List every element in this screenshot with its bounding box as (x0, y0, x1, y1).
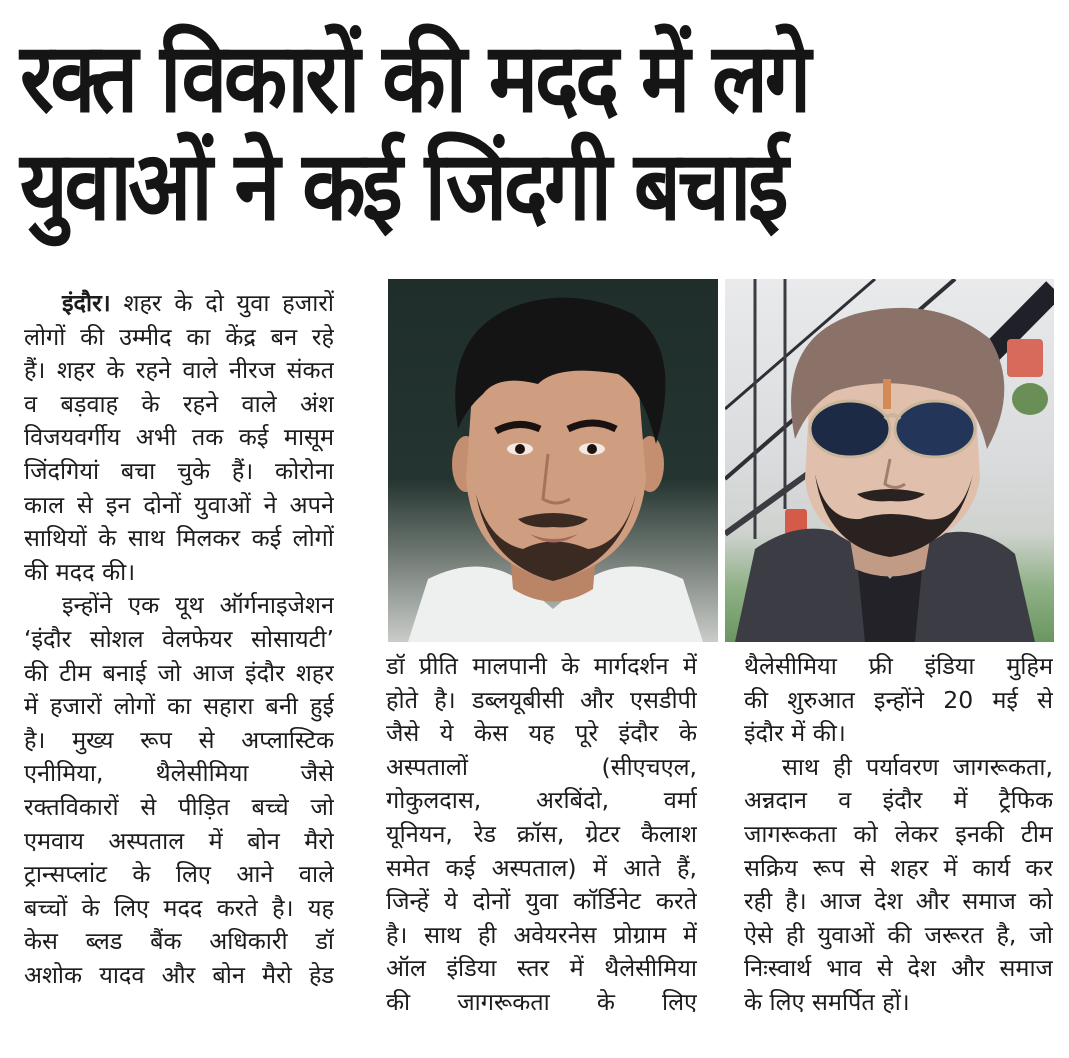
text-line: निःस्वार्थ भाव से देश और समाज (744, 954, 1053, 983)
text-line: साथ ही पर्यावरण जागरूकता, (782, 752, 1053, 781)
dateline: इंदौर। (62, 289, 111, 317)
text-line: इंदौर में की। (744, 719, 846, 748)
text-line: की टीम बनाई जो आज इंदौर शहर (24, 658, 334, 687)
text-line: है। मुख्य रूप से अप्लास्टिक (24, 725, 334, 754)
text-line: गोकुलदास, अरबिंदो, वर्मा (386, 786, 697, 815)
text-line: डॉ प्रीति मालपानी के मार्गदर्शन में (386, 652, 697, 680)
text-line: केस ब्लड बैंक अधिकारी डॉ (24, 927, 334, 956)
headline (20, 22, 1050, 246)
text-line: अन्नदान व इंदौर में ट्रैफिक (744, 786, 1053, 815)
article-column-2 (386, 650, 697, 1020)
text-line: साथियों के साथ मिलकर कई लोगों (24, 524, 334, 553)
text-line: इन्होंने एक यूथ ऑर्गनाइजेशन (62, 591, 334, 620)
text-line: हैं। शहर के रहने वाले नीरज संकत (24, 356, 334, 385)
text-line: व बड़वाह के रहने वाले अंश (24, 389, 334, 418)
text-line: होते है। डब्लयूबीसी और एसडीपी (386, 685, 697, 714)
text-line: इंदौर। शहर के दो युवा हजारों (62, 289, 334, 317)
text-line: की मदद की। (24, 557, 136, 586)
text-line: जागरूकता को लेकर इनकी टीम (744, 819, 1053, 848)
text-line: एमवाय अस्पताल में बोन मैरो (24, 826, 334, 855)
headline-line-1: रक्त विकारों की मदद में लगे (20, 22, 808, 134)
text-line: जिंदगियां बचा चुके हैं। कोरोना (24, 456, 334, 485)
text-line: में हजारों लोगों का सहारा बनी हुई (24, 692, 334, 721)
text-line: ‘इंदौर सोशल वेलफेयर सोसायटी’ (24, 624, 334, 653)
text-line: सक्रिय रूप से शहर में कार्य कर (744, 853, 1053, 882)
text-line: जैसे ये केस यह पूरे इंदौर के (386, 719, 697, 748)
headline-line-2: युवाओं ने कई जिंदगी बचाई (20, 130, 786, 242)
text-line: एनीमिया, थैलेसीमिया जैसे (24, 759, 334, 788)
article-column-3 (744, 650, 1053, 1020)
text-line: विजयवर्गीय अभी तक कई मासूम (24, 423, 334, 452)
text-line: अस्पतालों (सीएचएल, (386, 752, 697, 781)
text-line: थैलेसीमिया फ्री इंडिया मुहिम (744, 652, 1053, 680)
portrait-illustration-1 (388, 279, 718, 642)
photo-portrait-2 (725, 279, 1054, 642)
text-line: समेत कई अस्पताल) में आते हैं, (386, 853, 697, 882)
text-line: रक्तविकारों से पीड़ित बच्चे जो (24, 792, 334, 821)
text-line: काल से इन दोनों युवाओं ने अपने (24, 490, 334, 519)
text-line: जिन्हें ये दोनों युवा कॉर्डिनेट करते (386, 887, 697, 916)
text-line: ऐसे ही युवाओं की जरूरत है, जो (744, 920, 1053, 949)
text-line: अशोक यादव और बोन मैरो हेड (24, 960, 334, 989)
text-line: की जागरूकता के लिए (386, 987, 697, 1016)
text-line: लोगों की उम्मीद का केंद्र बन रहे (24, 322, 334, 351)
photo-portrait-1 (388, 279, 718, 642)
text-line: है। साथ ही अवेयरनेस प्रोग्राम में (386, 920, 697, 949)
portrait-illustration-2 (725, 279, 1054, 642)
text-line: रही है। आज देश और समाज को (744, 887, 1053, 916)
text-line: ऑल इंडिया स्तर में थैलेसीमिया (386, 954, 697, 983)
text-line: बच्चों के लिए मदद करते है। यह (24, 893, 334, 922)
text-line: के लिए समर्पित हों। (744, 987, 910, 1016)
text-line: ट्रान्सप्लांट के लिए आने वाले (24, 860, 334, 889)
article-column-1 (24, 287, 334, 992)
text-line: की शुरुआत इन्होंने 20 मई से (744, 685, 1053, 714)
text-line: यूनियन, रेड क्रॉस, ग्रेटर कैलाश (386, 819, 697, 848)
